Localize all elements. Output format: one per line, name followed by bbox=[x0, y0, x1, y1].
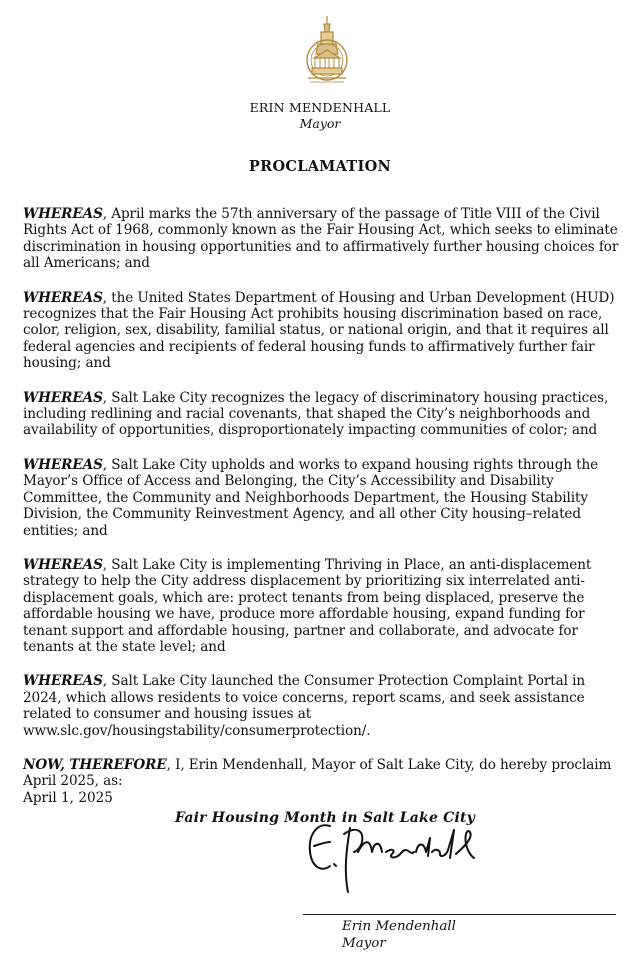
paragraph-lead: WHEREAS bbox=[23, 456, 103, 473]
city-hall-seal-icon bbox=[300, 14, 354, 90]
handwritten-signature-icon bbox=[300, 812, 490, 902]
signatory-name: Erin Mendenhall bbox=[342, 919, 456, 934]
paragraph-text: , Salt Lake City recognizes the legacy of discriminatory housing practices, including redlining and racial covenants, that shaped the City’s neighborhoods and availability of opportunities, disproportionately impacting communities of color; and bbox=[23, 389, 609, 439]
whereas-paragraph-1 bbox=[23, 206, 627, 272]
whereas-paragraph-4 bbox=[23, 457, 627, 539]
page-title: PROCLAMATION bbox=[248, 158, 392, 175]
paragraph-lead: WHEREAS bbox=[23, 389, 103, 406]
paragraph-text: , the United States Department of Housing and Urban Development (HUD) recognizes that the Fair Housing Act prohibits housing discrimination based on race, color, religion, sex, disability, familial status, or national origin, and that it requires all federal agencies and recipients of federal housing funds to affirmatively further fair housing; and bbox=[23, 289, 615, 372]
paragraph-lead: NOW, THEREFORE bbox=[23, 756, 167, 773]
paragraph-text: , Salt Lake City upholds and works to expand housing rights through the Mayor’s Office of Access and Belonging, the City’s Accessibility and Disability Committee, the Community and Neighborhoods Department, the Housing Stability Division, the Community Reinvestment Agency, and all other City housing–related entities; and bbox=[23, 456, 599, 539]
paragraph-lead: WHEREAS bbox=[23, 206, 103, 222]
paragraph-text: , I, Erin Mendenhall, Mayor of Salt Lake City, do hereby proclaim April 2025, as: bbox=[23, 756, 612, 790]
signature-line bbox=[303, 914, 616, 915]
whereas-paragraph-6 bbox=[23, 673, 627, 739]
signatory-title: Mayor bbox=[342, 936, 386, 951]
mayor-title: Mayor bbox=[299, 116, 341, 131]
whereas-paragraph-2 bbox=[23, 290, 627, 372]
whereas-paragraph-5 bbox=[23, 557, 627, 655]
paragraph-text: , Salt Lake City is implementing Thriving in Place, an anti-displacement strategy to help the City address displacement by prioritizing six interrelated anti-displacement goals, which are: protect tenants from being displaced, preserve the affordable housing we have, produce more affordable housing, expand funding for tenant support and affordable housing, partner and collaborate, and advocate for tenants at the state level; and bbox=[23, 556, 592, 655]
paragraph-lead: WHEREAS bbox=[23, 673, 103, 690]
paragraph-text: , Salt Lake City launched the Consumer Protection Complaint Portal in 2024, which allows residents to voice concerns, report scams, and seek assistance related to consumer and housing issues at www.slc.gov/housingstability/consumerprotection/. bbox=[23, 673, 585, 739]
mayor-name: ERIN MENDENHALL bbox=[249, 100, 391, 115]
proclamation-body bbox=[23, 206, 627, 826]
proclaimed-title: Fair Housing Month in Salt Lake City bbox=[174, 809, 475, 826]
proclamation-date: April 1, 2025 bbox=[23, 790, 113, 806]
whereas-paragraph-3 bbox=[23, 390, 627, 439]
paragraph-text: , April marks the 57th anniversary of the passage of Title VIII of the Civil Rights Act of 1968, commonly known as the Fair Housing Act, which seeks to eliminate discrimination in housing opportunities and to affirmatively further housing choices for all Americans; and bbox=[23, 206, 619, 272]
therefore-paragraph bbox=[23, 757, 627, 790]
paragraph-lead: WHEREAS bbox=[23, 556, 103, 573]
paragraph-lead: WHEREAS bbox=[23, 289, 103, 306]
